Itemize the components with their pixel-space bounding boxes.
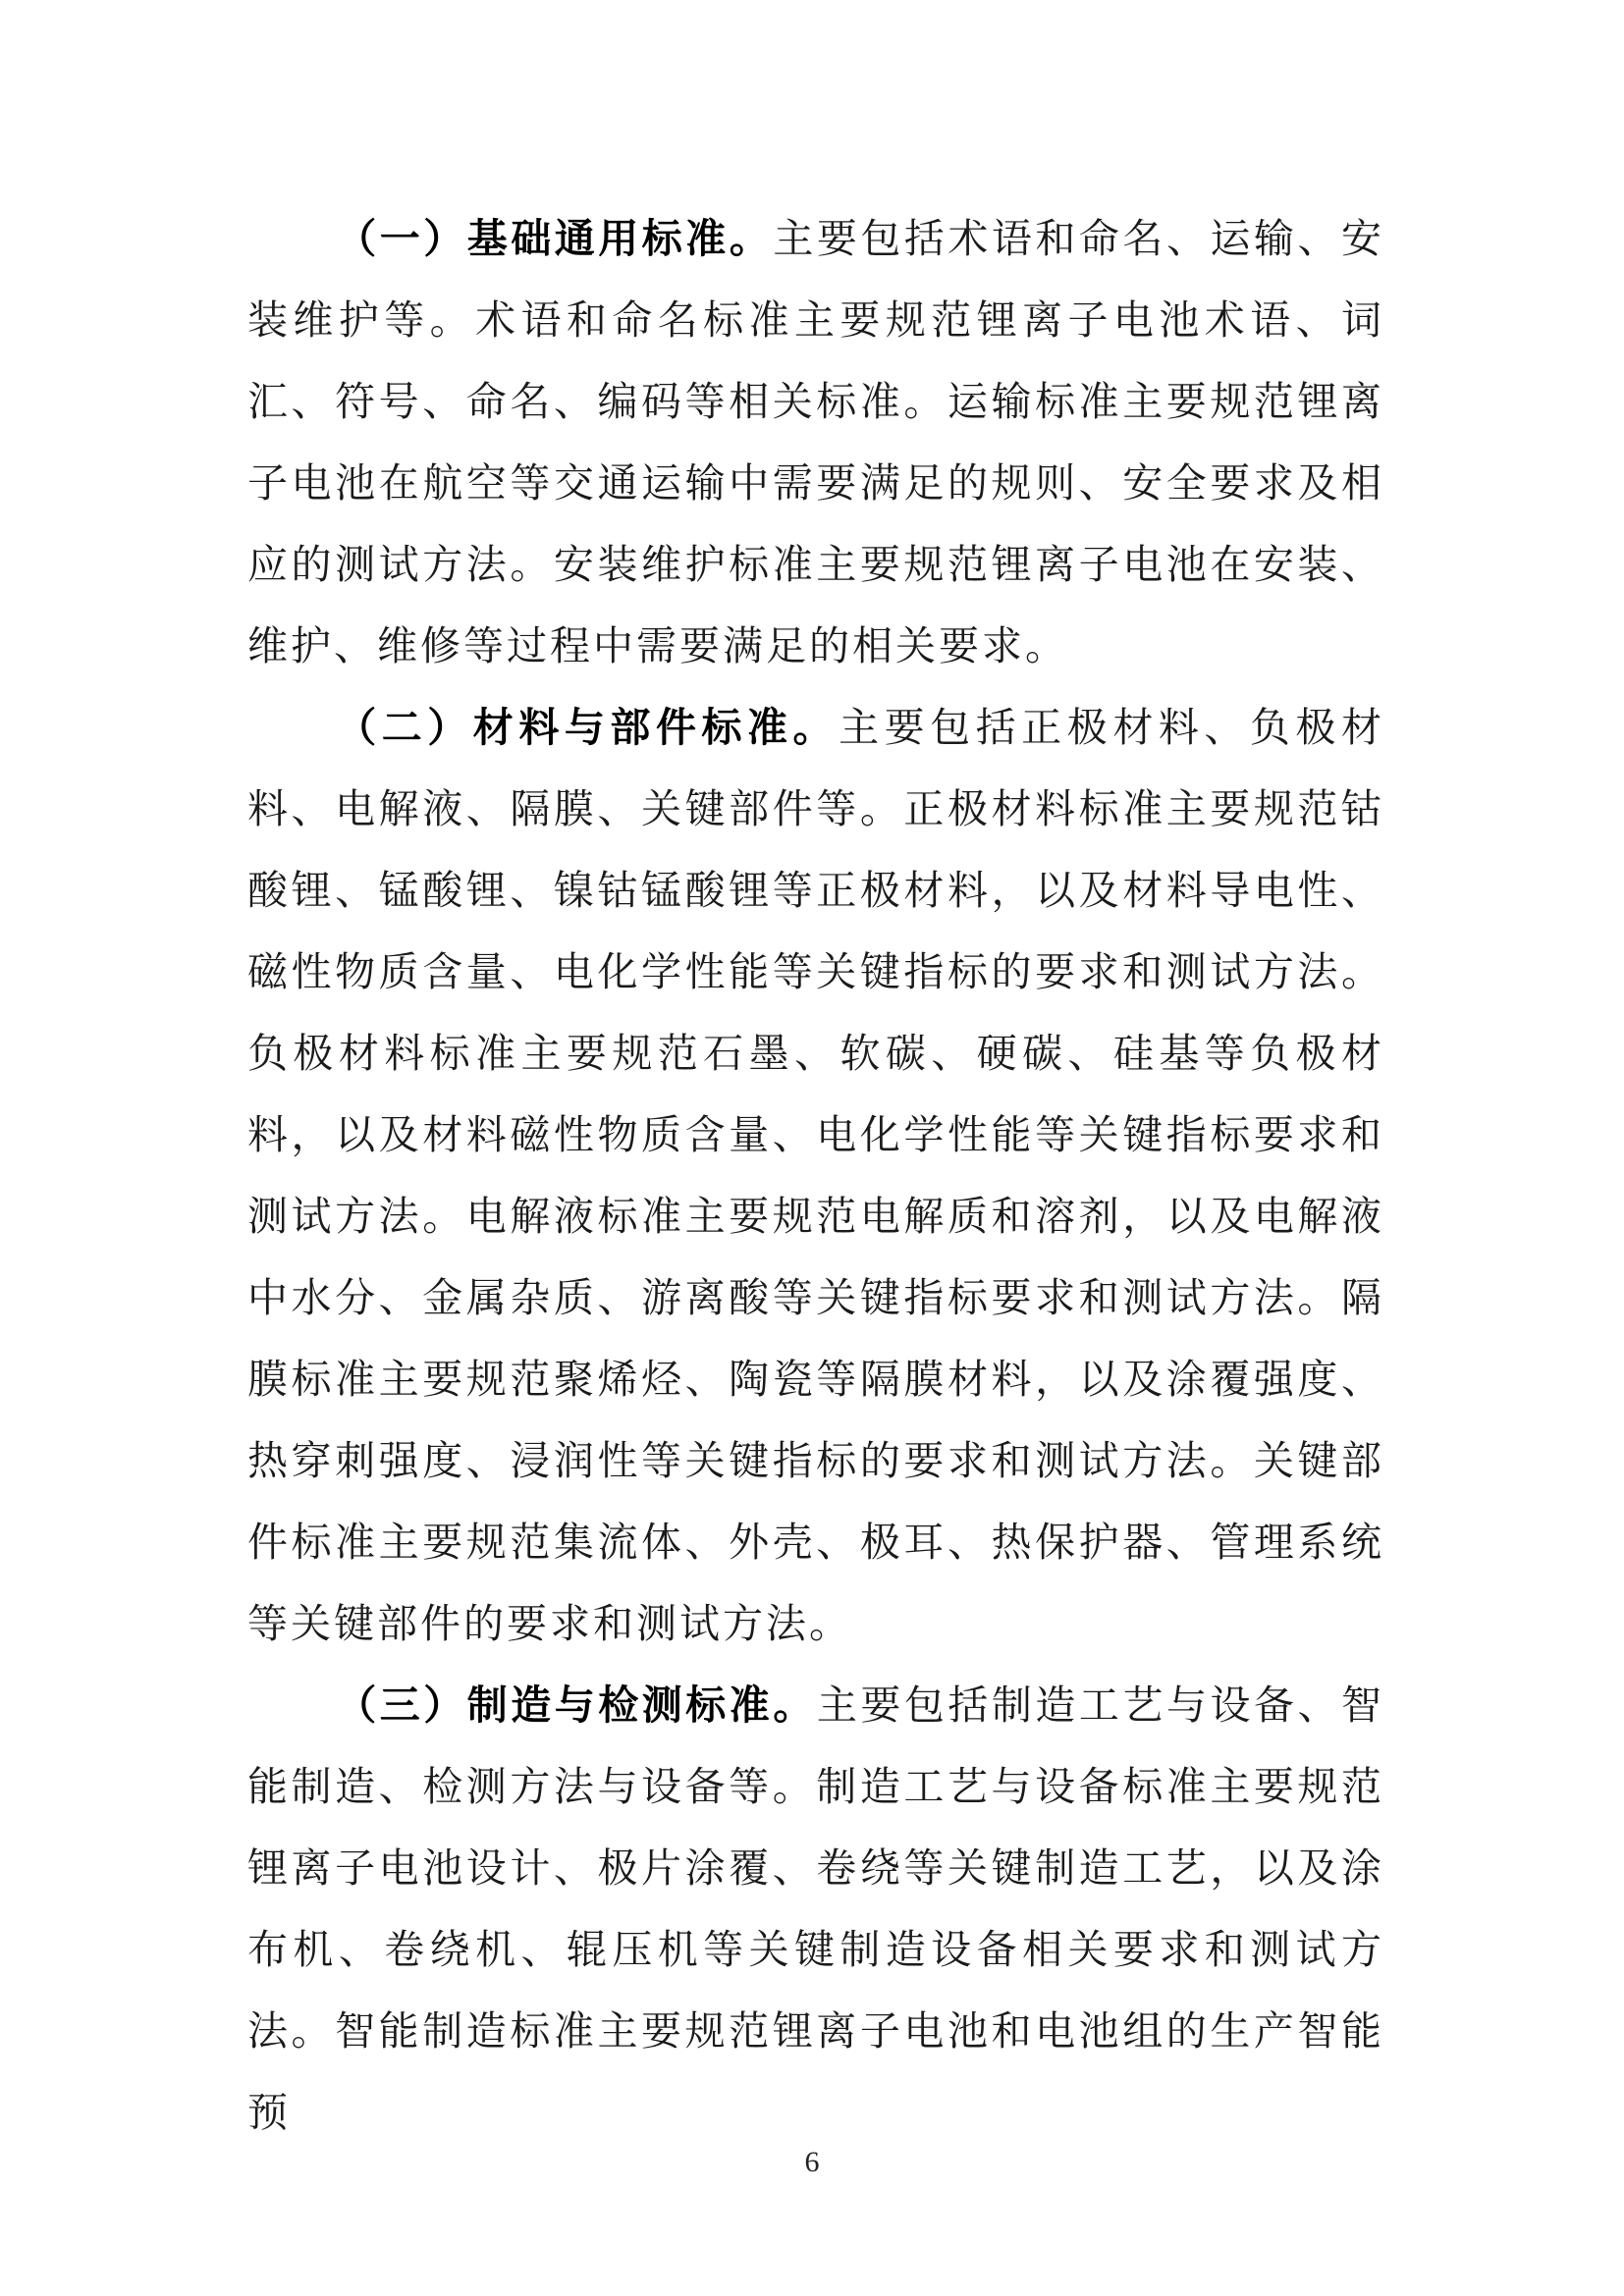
paragraph-text: 主要包括术语和命名、运输、安装维护等。术语和命名标准主要规范锂离子电池术语、词汇、符号、命名、编码等相关标准。运输标准主要规范锂离子电池在航空等交通运输中需要满足的规则、安全要求及相应的测试方法。安装维护标准主要规范锂离子电池在安装、维护、维修等过程中需要满足的相关要求。 — [247, 215, 1385, 669]
paragraph-materials-standards — [247, 687, 1384, 1665]
paragraph-text: 主要包括正极材料、负极材料、电解液、隔膜、关键部件等。正极材料标准主要规范钴酸锂、锰酸锂、镍钴锰酸锂等正极材料，以及材料导电性、磁性物质含量、电化学性能等关键指标的要求和测试方法。负极材料标准主要规范石墨、软碳、硬碳、硅基等负极材料，以及材料磁性物质含量、电化学性能等关键指标要求和测试方法。电解液标准主要规范电解质和溶剂，以及电解液中水分、金属杂质、游离酸等关键指标要求和测试方法。隔膜标准主要规范聚烯烃、陶瓷等隔膜材料，以及涂覆强度、热穿刺强度、浸润性等关键指标的要求和测试方法。关键部件标准主要规范集流体、外壳、极耳、热保护器、管理系统等关键部件的要求和测试方法。 — [247, 704, 1384, 1647]
paragraph-manufacturing-standards — [247, 1665, 1384, 2154]
paragraph-heading: （一）基础通用标准。 — [336, 215, 774, 262]
paragraph-heading: （二）材料与部件标准。 — [336, 704, 839, 751]
paragraph-basic-standards — [247, 198, 1384, 687]
page-number: 6 — [804, 2146, 820, 2178]
paragraph-heading: （三）制造与检测标准。 — [336, 1682, 817, 1729]
paragraph-text: 主要包括制造工艺与设备、智能制造、检测方法与设备等。制造工艺与设备标准主要规范锂离子电池设计、极片涂覆、卷绕等关键制造工艺，以及涂布机、卷绕机、辊压机等关键制造设备相关要求和测试方法。智能制造标准主要规范锂离子电池和电池组的生产智能预 — [247, 1682, 1385, 2136]
document-body — [247, 198, 1384, 2154]
